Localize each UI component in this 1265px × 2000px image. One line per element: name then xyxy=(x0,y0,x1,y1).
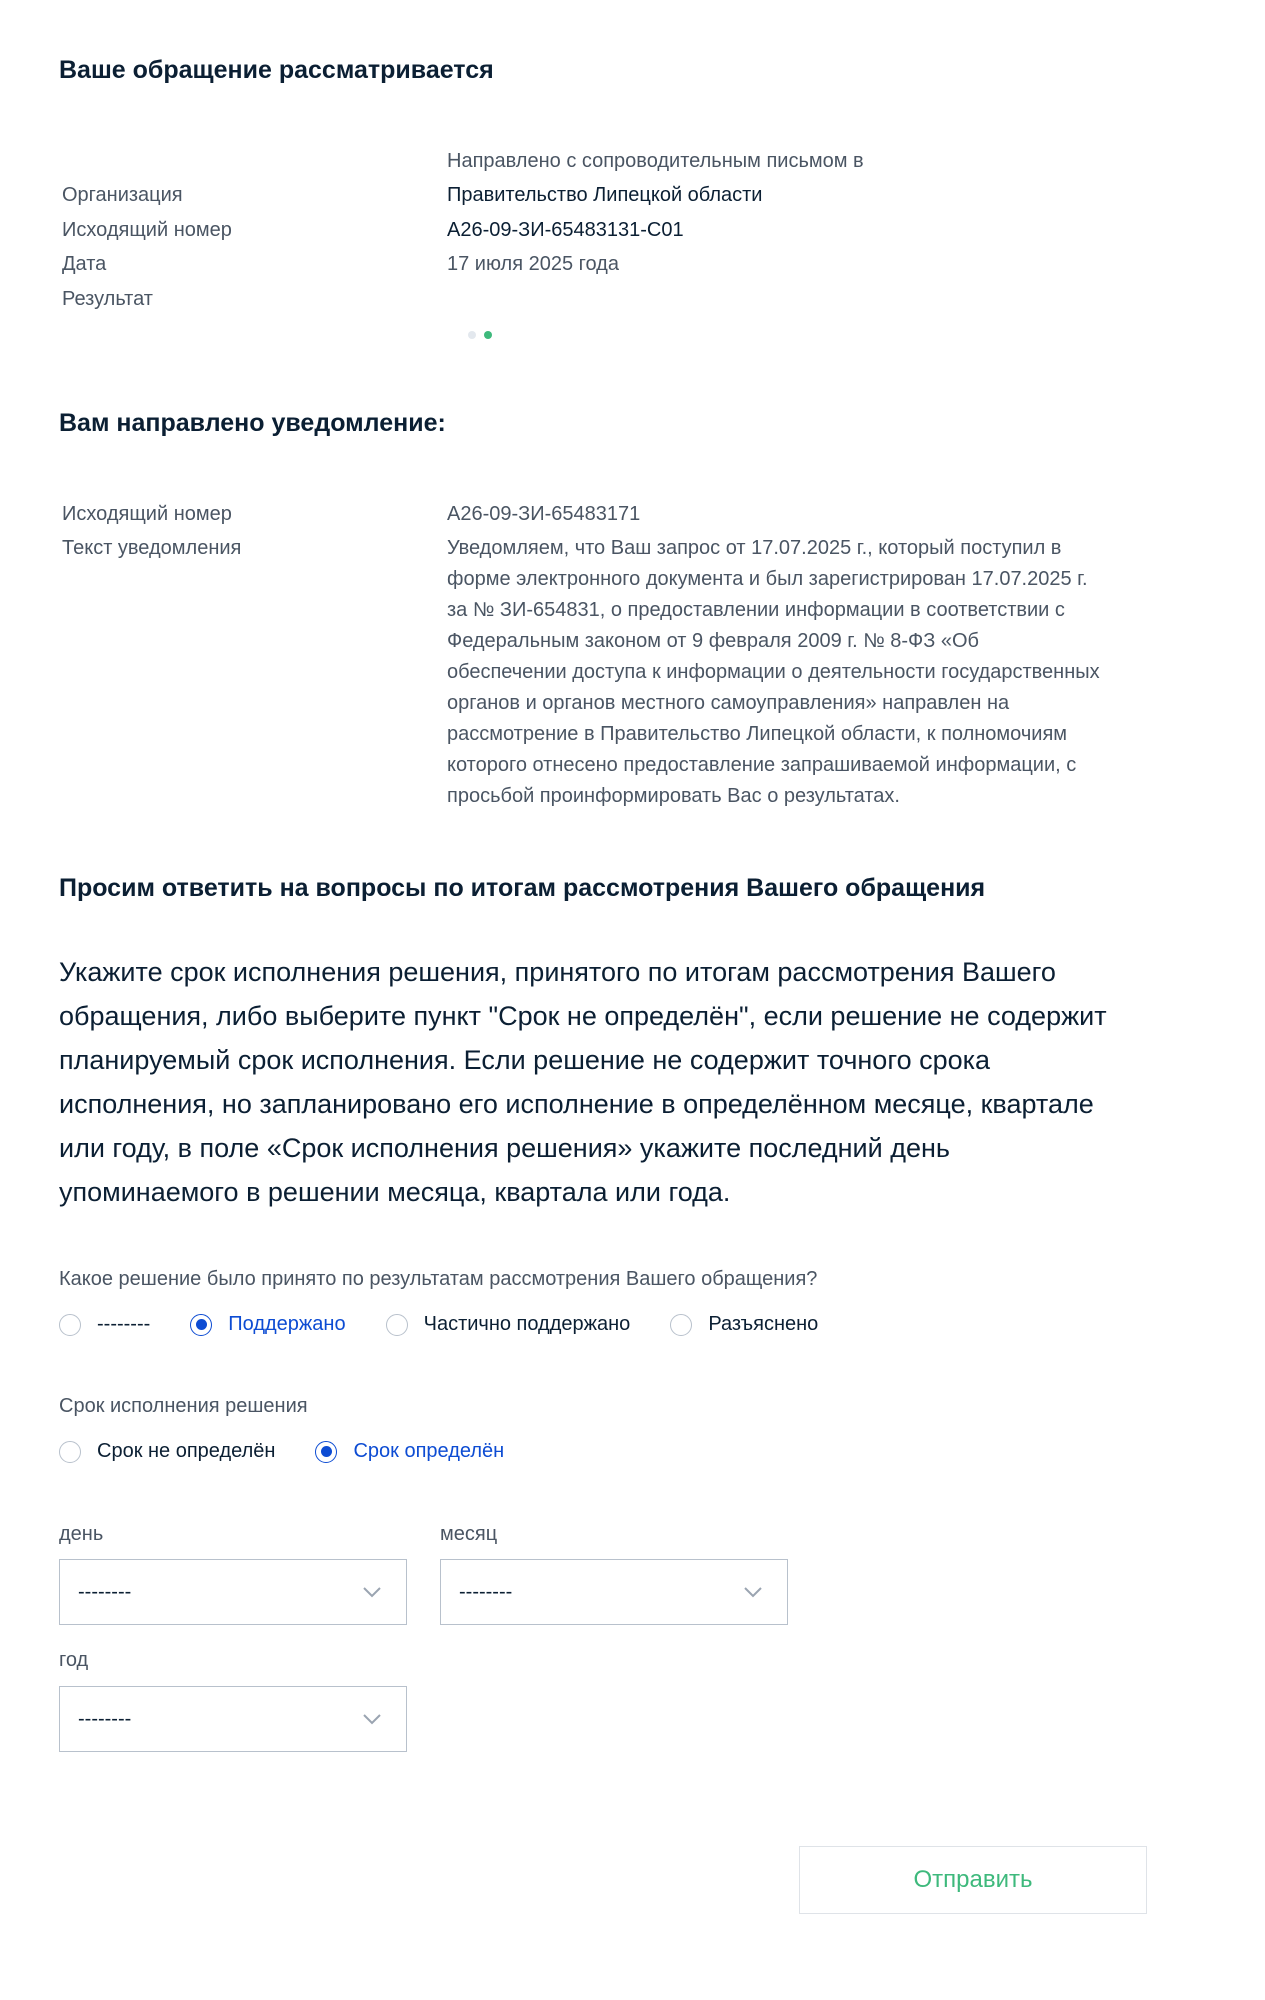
day-select-value: -------- xyxy=(78,1580,132,1603)
survey-intro-line: упоминаемого в решении месяца, квартала или года. xyxy=(59,1177,731,1207)
decision-question: Какое решение было принято по результатам рассмотрения Вашего обращения? xyxy=(59,1268,818,1290)
radio-circle[interactable] xyxy=(670,1314,692,1336)
date-value: 17 июля 2025 года xyxy=(447,253,619,275)
term-question: Срок исполнения решения xyxy=(59,1395,308,1417)
notification-text-line: форме электронного документа и был зарегистрирован 17.07.2025 г. xyxy=(447,568,1088,590)
month-select-value: -------- xyxy=(459,1580,513,1603)
date-label: Дата xyxy=(62,253,107,275)
notification-text-line: обеспечении доступа к информации о деятельности государственных xyxy=(447,661,1100,683)
term-option-undefined[interactable] xyxy=(59,1440,275,1463)
chevron-down-icon xyxy=(741,1580,765,1604)
decision-option-supported[interactable] xyxy=(190,1313,345,1336)
carousel-pagination xyxy=(468,331,492,339)
status-header-note: Направлено с сопроводительным письмом в xyxy=(447,150,864,172)
decision-option-empty[interactable] xyxy=(59,1313,150,1336)
survey-intro-line: планируемый срок исполнения. Если решение не содержит точного срока xyxy=(59,1045,991,1075)
notification-text-line: просьбой проинформировать Вас о результатах. xyxy=(447,785,900,807)
term-radio-group xyxy=(59,1440,504,1463)
outgoing-number-value: А26-09-ЗИ-65483131-С01 xyxy=(447,219,684,241)
notification-text-line: за № ЗИ-654831, о предоставлении информации в соответствии с xyxy=(447,599,1065,621)
notification-text-label: Текст уведомления xyxy=(62,537,242,559)
radio-label: Срок определён xyxy=(353,1440,505,1462)
pagination-dot-active[interactable] xyxy=(484,331,492,339)
year-select-value: -------- xyxy=(78,1707,132,1730)
status-title: Ваше обращение рассматривается xyxy=(59,56,494,84)
radio-circle[interactable] xyxy=(59,1314,81,1336)
year-select[interactable] xyxy=(59,1686,407,1752)
day-select[interactable] xyxy=(59,1559,407,1625)
organization-value: Правительство Липецкой области xyxy=(447,184,763,206)
radio-circle[interactable] xyxy=(386,1314,408,1336)
pagination-dot[interactable] xyxy=(468,331,476,339)
notification-number-value: А26-09-ЗИ-65483171 xyxy=(447,503,641,525)
notification-text-line: Уведомляем, что Ваш запрос от 17.07.2025 г., который поступил в xyxy=(447,537,1062,559)
year-label: год xyxy=(59,1649,89,1671)
month-select[interactable] xyxy=(440,1559,788,1625)
survey-intro xyxy=(59,950,1179,1214)
decision-option-explained[interactable] xyxy=(670,1313,818,1336)
outgoing-number-label: Исходящий номер xyxy=(62,219,232,241)
chevron-down-icon xyxy=(360,1707,384,1731)
survey-intro-line: обращения, либо выберите пункт "Срок не определён", если решение не содержит xyxy=(59,1001,1107,1031)
notification-text-line: Федеральным законом от 9 февраля 2009 г. № 8-ФЗ «Об xyxy=(447,630,979,652)
radio-circle-checked[interactable] xyxy=(315,1441,337,1463)
result-label: Результат xyxy=(62,288,153,310)
organization-label: Организация xyxy=(62,184,183,206)
survey-title: Просим ответить на вопросы по итогам рассмотрения Вашего обращения xyxy=(59,874,986,902)
term-option-defined[interactable] xyxy=(315,1440,504,1463)
survey-intro-line: Укажите срок исполнения решения, принятого по итогам рассмотрения Вашего xyxy=(59,957,1056,987)
day-label: день xyxy=(59,1523,104,1545)
radio-label: Срок не определён xyxy=(97,1440,276,1462)
submit-button[interactable]: Отправить xyxy=(799,1846,1147,1914)
survey-intro-line: или году, в поле «Срок исполнения решения» укажите последний день xyxy=(59,1133,950,1163)
notification-title: Вам направлено уведомление: xyxy=(59,409,446,437)
notification-text-line: которого отнесено предоставление запрашиваемой информации, с xyxy=(447,754,1077,776)
radio-label: -------- xyxy=(97,1313,151,1335)
radio-circle[interactable] xyxy=(59,1441,81,1463)
radio-label: Разъяснено xyxy=(708,1313,819,1335)
notification-text-line: рассмотрение в Правительство Липецкой области, к полномочиям xyxy=(447,723,1068,745)
notification-text xyxy=(447,533,1147,812)
chevron-down-icon xyxy=(360,1580,384,1604)
decision-option-partially-supported[interactable] xyxy=(386,1313,631,1336)
radio-label: Поддержано xyxy=(228,1313,346,1335)
radio-circle-checked[interactable] xyxy=(190,1314,212,1336)
notification-text-line: органов и органов местного самоуправления» направлен на xyxy=(447,692,1010,714)
notification-number-label: Исходящий номер xyxy=(62,503,232,525)
survey-intro-line: исполнения, но запланировано его исполнение в определённом месяце, квартале xyxy=(59,1089,1094,1119)
month-label: месяц xyxy=(440,1523,498,1545)
decision-radio-group xyxy=(59,1313,818,1336)
radio-label: Частично поддержано xyxy=(423,1313,631,1335)
